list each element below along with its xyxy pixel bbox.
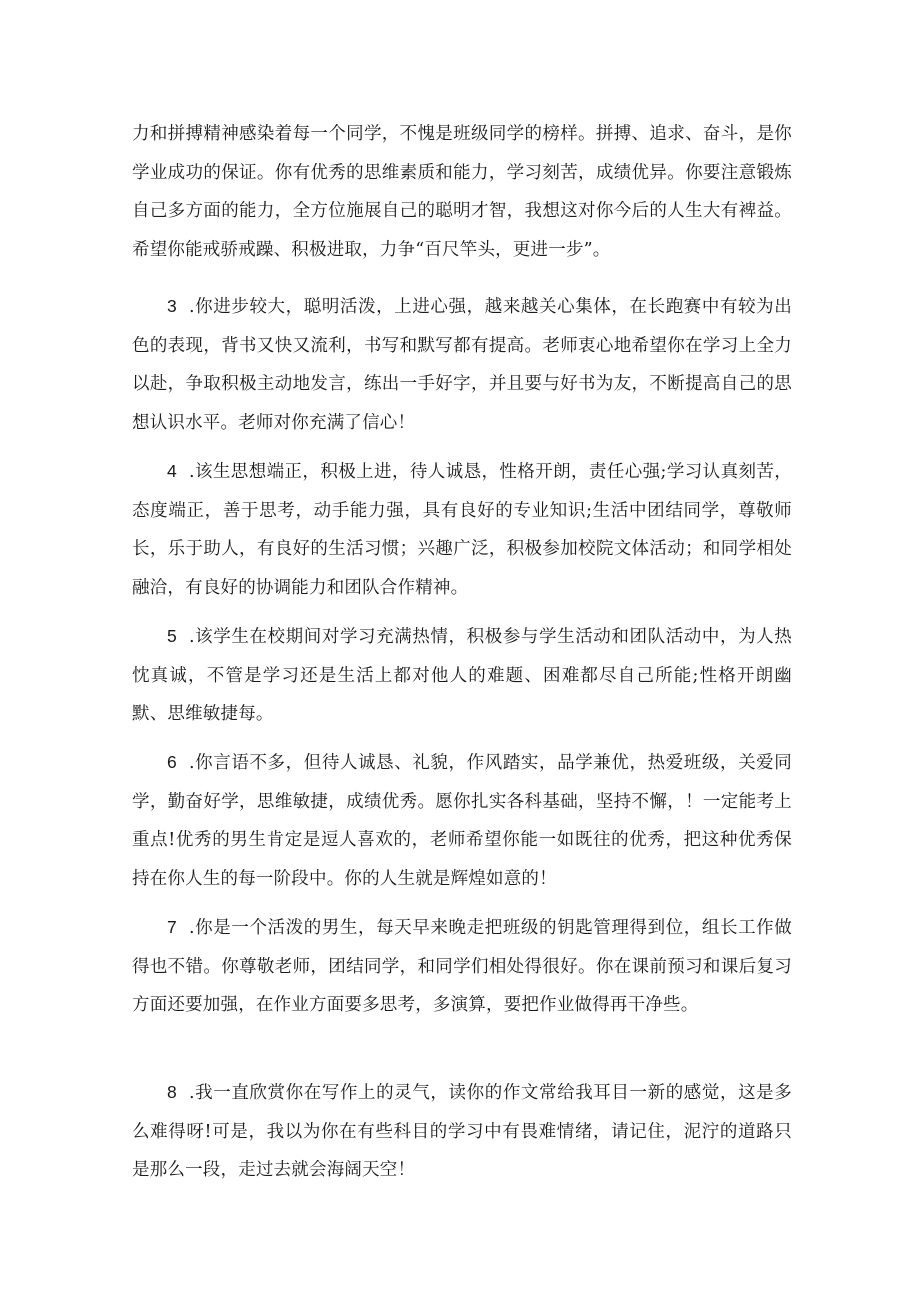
paragraph-number: 6 <box>167 752 177 772</box>
paragraph-5 <box>132 617 792 734</box>
paragraph-6 <box>132 743 792 898</box>
paragraph-4 <box>132 452 792 607</box>
paragraph-text: .你进步较大，聪明活泼，上进心强，越来越关心集体，在长跑赛中有较为出色的表现，背书又快又流利，书写和默写都有提高。老师衷心地希望你在学习上全力以赴，争取积极主动地发言，练出一手好字，并且要与好书为友，不断提高自己的思想认识水平。老师对你充满了信心！ <box>132 297 792 433</box>
paragraph-text: .你言语不多，但待人诚恳、礼貌，作风踏实，品学兼优，热爱班级，关爱同学，勤奋好学，思维敏捷，成绩优秀。愿你扎实各科基础，坚持不懈，！一定能考上重点!优秀的男生肯定是逗人喜欢的，老师希望你能一如既往的优秀，把这种优秀保持在你人生的每一阶段中。你的人生就是辉煌如意的！ <box>132 753 792 889</box>
paragraph-number: 8 <box>167 1082 177 1102</box>
paragraph-text: .我一直欣赏你在写作上的灵气，读你的作文常给我耳目一新的感觉，这是多么难得呀!可是，我以为你在有些科目的学习中有畏难情绪，请记住，泥泞的道路只是那么一段，走过去就会海阔天空！ <box>132 1083 792 1180</box>
paragraph-text: .你是一个活泼的男生，每天早来晚走把班级的钥匙管理得到位，组长工作做得也不错。你尊敬老师，团结同学，和同学们相处得很好。你在课前预习和课后复习方面还要加强，在作业方面要多思考，多演算，要把作业做得再干净些。 <box>132 918 792 1015</box>
paragraph-number: 5 <box>167 626 177 646</box>
paragraph-text: .该学生在校期间对学习充满热情，积极参与学生活动和团队活动中，为人热忱真诚，不管是学习还是生活上都对他人的难题、困难都尽自己所能;性格开朗幽默、思维敏捷每。 <box>132 627 792 724</box>
paragraph-continued <box>132 115 792 269</box>
paragraph-text: 力和拼搏精神感染着每一个同学，不愧是班级同学的榜样。拼搏、追求、奋斗，是你学业成功的保证。你有优秀的思维素质和能力，学习刻苦，成绩优异。你要注意锻炼自己多方面的能力，全方位施展自己的聪明才智，我想这对你今后的人生大有裨益。希望你能戒骄戒躁、积极进取，力争“百尺竿头，更进一步”。 <box>132 124 792 260</box>
paragraph-number: 7 <box>167 917 177 937</box>
paragraph-number: 3 <box>167 296 177 316</box>
paragraph-7 <box>132 908 792 1025</box>
paragraph-8 <box>132 1073 792 1190</box>
paragraph-number: 4 <box>167 461 177 481</box>
paragraph-3 <box>132 287 792 442</box>
paragraph-text: .该生思想端正，积极上进，待人诚恳，性格开朗，责任心强;学习认真刻苦，态度端正，善于思考，动手能力强，具有良好的专业知识;生活中团结同学，尊敬师长，乐于助人，有良好的生活习惯；兴趣广泛，积极参加校院文体活动；和同学相处融洽，有良好的协调能力和团队合作精神。 <box>132 462 792 598</box>
